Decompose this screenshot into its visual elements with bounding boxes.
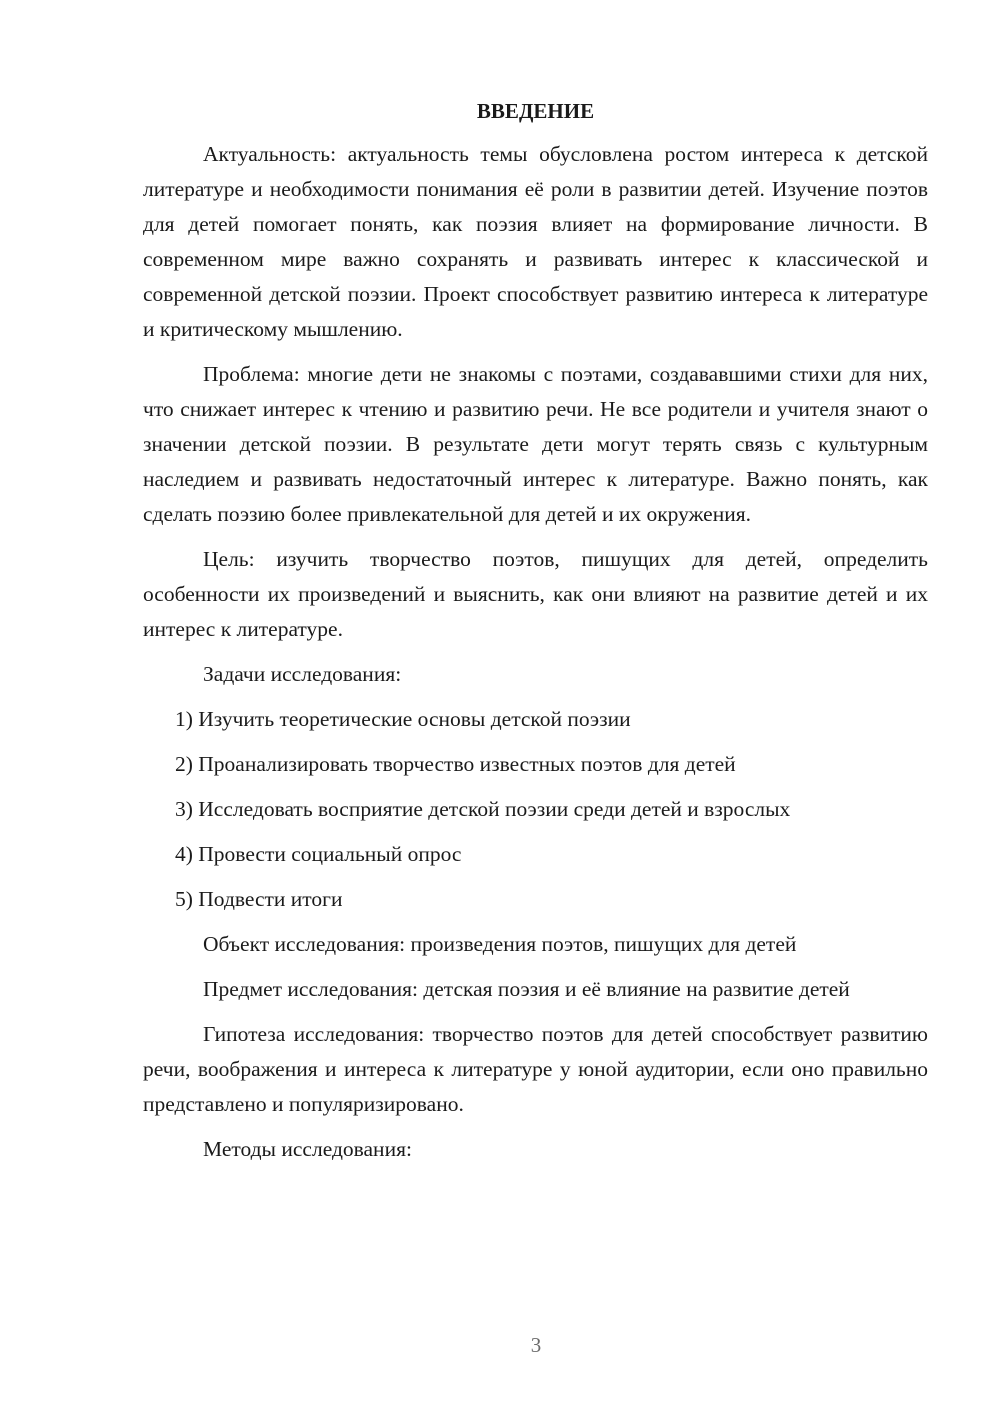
- goal-paragraph: Цель: изучить творчество поэтов, пишущих для детей, определить особенности их произведений и выяснить, как они влияют на развитие детей и их интерес к литературе.: [143, 547, 928, 641]
- page-number: 3: [530, 1333, 542, 1357]
- problem-paragraph: Проблема: многие дети не знакомы с поэтами, создававшими стихи для них, что снижает интерес к чтению и развитию речи. Не все родители и учителя знают о значении детской поэзии. В результате дети могут терять связь с культурным наследием и развивать недостаточный интерес к литературе. Важно понять, как сделать поэзию более привлекательной для детей и их окружения.: [143, 362, 928, 526]
- tasks-list: [143, 702, 928, 917]
- object-paragraph: Объект исследования: произведения поэтов, пишущих для детей: [203, 932, 797, 956]
- tasks-title: Задачи исследования:: [203, 662, 402, 686]
- subject-paragraph: Предмет исследования: детская поэзия и её влияние на развитие детей: [203, 977, 850, 1001]
- list-item: 4) Провести социальный опрос: [175, 842, 462, 866]
- page-title: ВВЕДЕНИЕ: [476, 99, 595, 123]
- methods-title: Методы исследования:: [203, 1137, 412, 1161]
- list-item: 2) Проанализировать творчество известных поэтов для детей: [175, 752, 736, 776]
- hypothesis-paragraph: Гипотеза исследования: творчество поэтов для детей способствует развитию речи, воображения и интереса к литературе у юной аудитории, если оно правильно представлено и популяризировано.: [143, 1022, 928, 1116]
- page-content: [143, 96, 928, 1177]
- list-item: 5) Подвести итоги: [175, 887, 343, 911]
- list-item: 1) Изучить теоретические основы детской поэзии: [175, 707, 631, 731]
- list-item: 3) Исследовать восприятие детской поэзии среди детей и взрослых: [175, 797, 791, 821]
- relevance-paragraph: Актуальность: актуальность темы обусловлена ростом интереса к детской литературе и необходимости понимания её роли в развитии детей. Изучение поэтов для детей помогает понять, как поэзия влияет на формирование личности. В современном мире важно сохранять и развивать интерес к классической и современной детской поэзии. Проект способствует развитию интереса к литературе и критическому мышлению.: [143, 142, 928, 341]
